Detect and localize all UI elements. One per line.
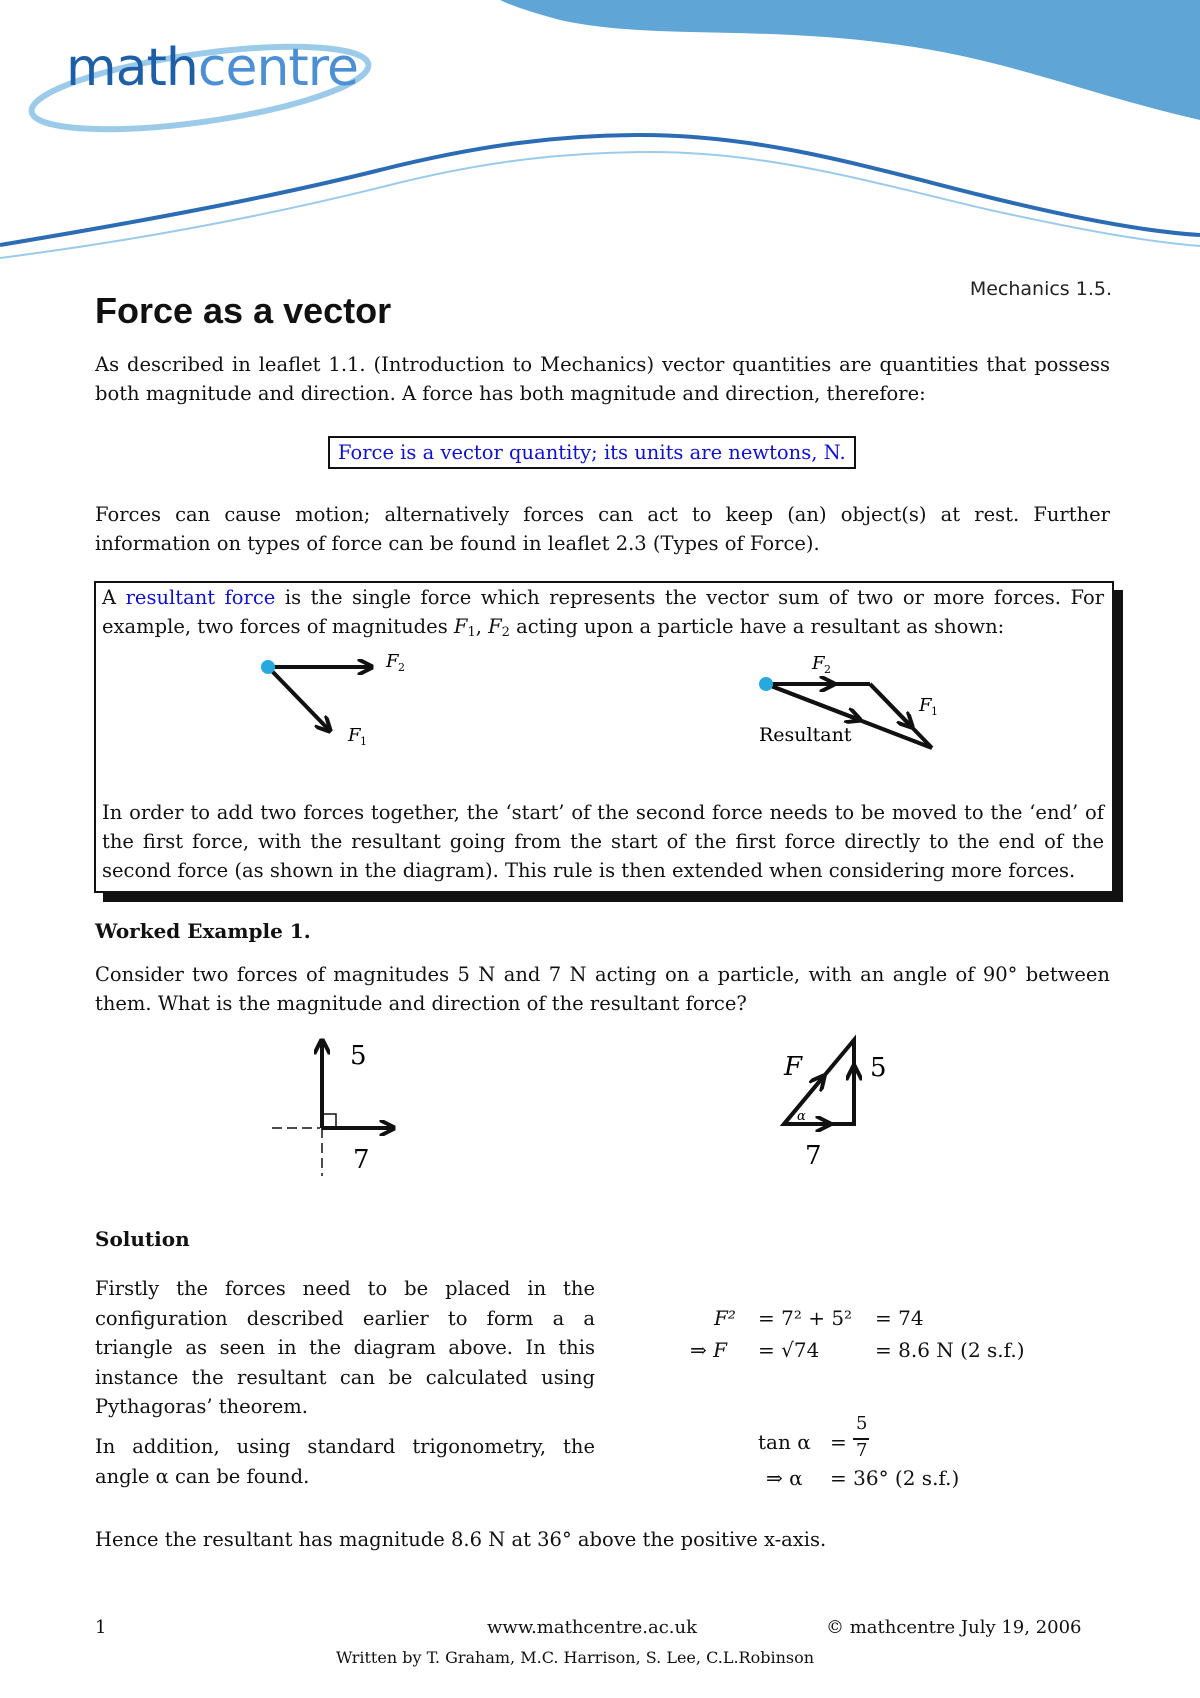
eq1-rhs: = 74 [875, 1306, 924, 1330]
resultant-force-box [94, 581, 1114, 893]
mathcentre-logo [66, 38, 359, 98]
resultant-force-term: resultant force [125, 586, 276, 609]
label-seven: 7 [805, 1141, 822, 1171]
eq1-lhs: F² [714, 1306, 736, 1330]
website-url[interactable]: www.mathcentre.ac.uk [487, 1617, 698, 1638]
resultant-diagrams [96, 643, 1108, 793]
eq3-denominator: 7 [856, 1440, 868, 1461]
worked-example-heading: Worked Example 1. [95, 919, 311, 943]
label-f1: F [919, 695, 932, 716]
label-five: 5 [350, 1041, 367, 1071]
resultant-triangle-diagram [783, 1040, 887, 1171]
eq3-lhs: tan α [758, 1430, 811, 1454]
label-f2: F [386, 651, 399, 672]
particle-dot [261, 660, 275, 674]
label-f: F [784, 1052, 803, 1082]
resultant-explanation: In order to add two forces together, the ‘start’ of the second force needs to be moved to the ‘end’ of the first force, with the resultant going from the start of the first force directly to the end of the second force (as shown in the diagram). This rule is then extended when considering more forces. [102, 801, 1104, 882]
key-statement-box: Force is a vector quantity; its units are newtons, N. [328, 436, 856, 469]
logo-light-text: centre [197, 38, 359, 98]
eq3-equals: = [830, 1430, 847, 1454]
conclusion: Hence the resultant has magnitude 8.6 N at 36° above the positive x-axis. [95, 1528, 827, 1551]
f1-arrow [268, 667, 330, 731]
eq2-lhs: ⇒ F [690, 1338, 727, 1362]
label-f1-sub: 1 [931, 705, 938, 718]
authors: Written by T. Graham, M.C. Harrison, S. Lee, C.L.Robinson [336, 1648, 815, 1667]
label-f1: F [348, 725, 361, 746]
eq1-middle: = 7² + 5² [758, 1306, 853, 1330]
label-resultant: Resultant [759, 724, 852, 746]
eq3-numerator: 5 [856, 1413, 868, 1434]
perpendicular-forces-diagram [272, 1040, 394, 1176]
solution-heading: Solution [95, 1227, 190, 1251]
logo-bold-text: math [66, 38, 198, 98]
label-alpha: α [797, 1109, 806, 1124]
separate-forces-diagram [261, 651, 405, 748]
label-f2-sub: 2 [824, 663, 831, 676]
worked-example-question: Consider two forces of magnitudes 5 N and 7 N acting on a particle, with an angle of 90° between them. What is the magnitude and direction of the resultant force? [95, 963, 1110, 1015]
motion-paragraph: Forces can cause motion; alternatively forces can act to keep (an) object(s) at rest. Further information on types of force can be found in leaflet 2.3 (Types of Force). [95, 503, 1110, 555]
solution-paragraph-2: In addition, using standard trigonometry, the angle α can be found. [95, 1435, 595, 1488]
label-five: 5 [870, 1053, 887, 1083]
eq4-rhs: = 36° (2 s.f.) [830, 1466, 960, 1490]
combined-forces-diagram [759, 653, 938, 748]
eq2-middle: = √74 [758, 1338, 820, 1362]
copyright: © mathcentre July 19, 2006 [826, 1617, 1082, 1638]
label-f1-sub: 1 [360, 735, 367, 748]
page-number: 1 [95, 1617, 107, 1638]
page-title: Force as a vector [95, 290, 392, 331]
solution-paragraph-1: Firstly the forces need to be placed in the configuration described earlier to form a a triangle as seen in the diagram above. In this instance the resultant can be calculated using Pythagoras’ theorem. [95, 1277, 595, 1418]
eq4-lhs: ⇒ α [766, 1466, 803, 1490]
particle-dot [759, 677, 773, 691]
resultant-definition: A resultant force is the single force which represents the vector sum of two or more forces. For example, two forces of magnitudes $F_1$, $F_2$ acting upon a particle have a resultant as shown: [102, 586, 1105, 640]
leaflet-code: Mechanics 1.5. [969, 278, 1112, 300]
label-f2: F [812, 653, 825, 674]
intro-paragraph: As described in leaflet 1.1. (Introduction to Mechanics) vector quantities are quantities that possess both magnitude and direction. A force has both magnitude and direction, therefore: [95, 353, 1110, 405]
label-f2-sub: 2 [398, 661, 405, 674]
worked-example-diagrams [260, 1030, 960, 1180]
eq2-rhs: = 8.6 N (2 s.f.) [875, 1338, 1025, 1362]
label-seven: 7 [353, 1145, 370, 1175]
